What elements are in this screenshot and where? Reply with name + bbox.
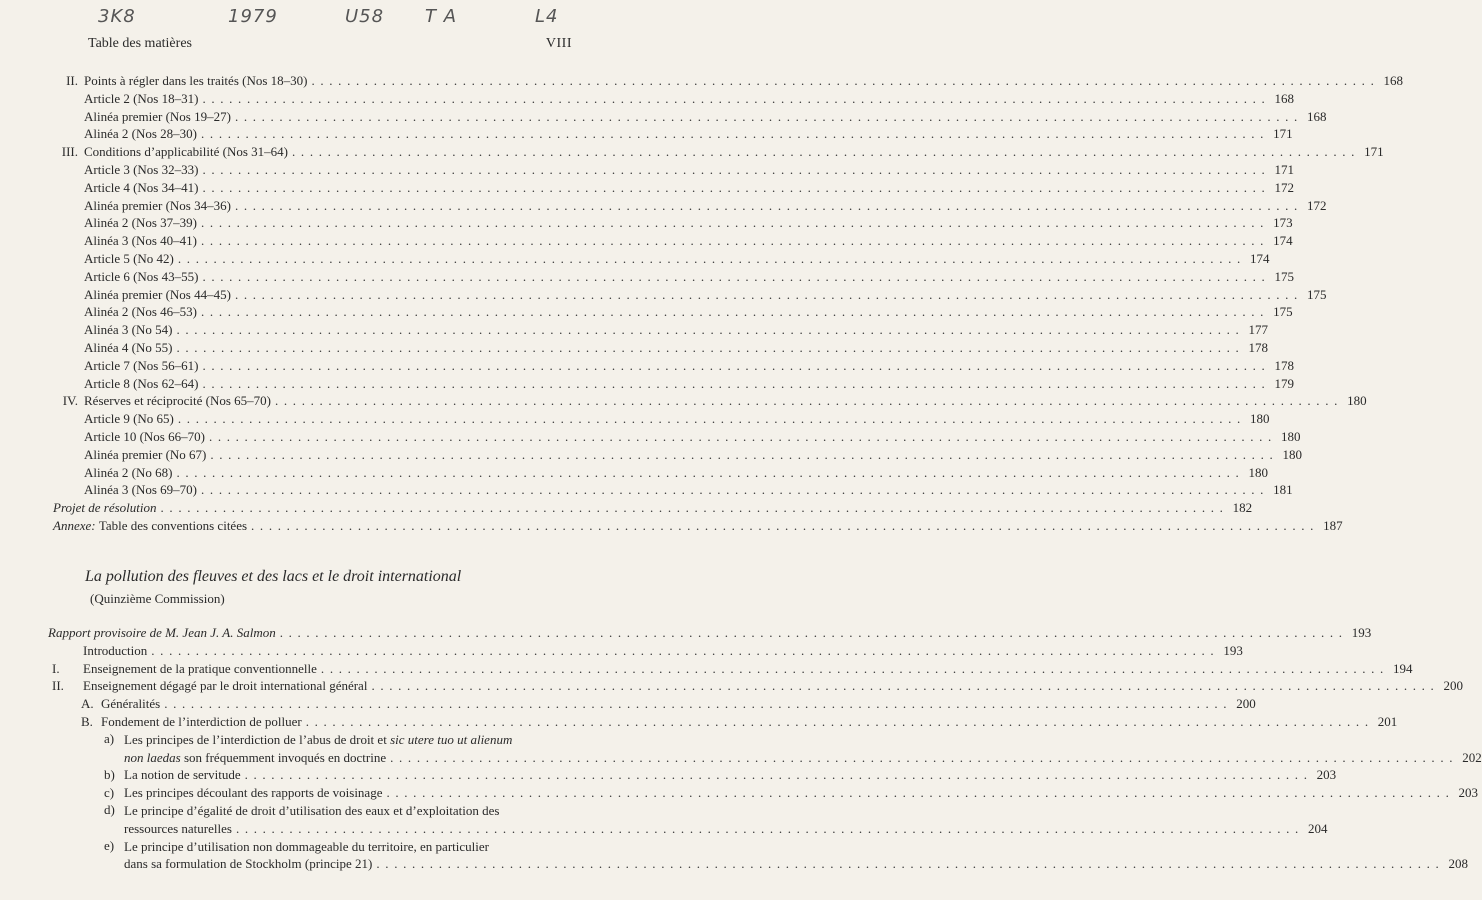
dot-leader: . . . . . . . . . . . . . . . . . . . . . . . . . . . . . . . . . . . . . . . . . . . . . . . . . . . . . . . . . . . . . . . . . . . . . . . . . . . . . . . . . . . . . . . . . . . . . . . . . . . . . . . . . . . . . . . . . . . . . . . . xyxy=(176,339,1241,355)
entry-title-line: Les principes de l’interdiction de l’abus de droit et sic utere tuo ut alienum xyxy=(124,731,513,747)
page-number: 180 xyxy=(1282,446,1302,462)
entry-title: Alinéa 2 (Nos 37–39) xyxy=(84,215,198,231)
dot-leader: . . . . . . . . . . . . . . . . . . . . . . . . . . . . . . . . . . . . . . . . . . . . . . . . . . . . . . . . . . . . . . . . . . . . . . . . . . . . . . . . . . . . . . . . . . . . . . . . . . . . . . . . . . . . . . . . . . . . . . . . xyxy=(305,713,1370,729)
entry-title: La notion de servitude xyxy=(124,767,241,783)
page-number: 168 xyxy=(1274,90,1295,106)
toc-entry xyxy=(48,392,1367,410)
dot-leader: . . . . . . . . . . . . . . . . . . . . . . . . . . . . . . . . . . . . . . . . . . . . . . . . . . . . . . . . . . . . . . . . . . . . . . . . . . . . . . . . . . . . . . . . . . . . . . . . . . . . . . . . . . . . . . . . . . . . . . . . xyxy=(210,446,1274,462)
toc-entry xyxy=(48,410,1270,428)
toc-entry xyxy=(48,642,1243,660)
entry-number: e) xyxy=(104,837,115,853)
entry-title: Alinéa 2 (No 68) xyxy=(84,464,173,480)
section-subtitle: (Quinzième Commission) xyxy=(90,591,225,606)
section-title: La pollution des fleuves et des lacs et le droit international xyxy=(85,568,462,585)
handwritten-note: 1979 xyxy=(228,6,278,27)
page-number: 178 xyxy=(1274,357,1295,373)
entry-title: Article 10 (Nos 66–70) xyxy=(84,428,205,444)
entry-title-line xyxy=(124,820,1328,838)
page-number: 179 xyxy=(1274,375,1295,391)
dot-leader: . . . . . . . . . . . . . . . . . . . . . . . . . . . . . . . . . . . . . . . . . . . . . . . . . . . . . . . . . . . . . . . . . . . . . . . . . . . . . . . . . . . . . . . . . . . . . . . . . . . . . . . . . . . . . . . . . . . . . . . . xyxy=(208,428,1273,444)
toc-entry xyxy=(48,90,1295,108)
dot-leader: . . . . . . . . . . . . . . . . . . . . . . . . . . . . . . . . . . . . . . . . . . . . . . . . . . . . . . . . . . . . . . . . . . . . . . . . . . . . . . . . . . . . . . . . . . . . . . . . . . . . . . . . . . . . . . . . . . . . . . . . xyxy=(311,73,1376,88)
entry-title: Points à régler dans les traités (Nos 18–30) xyxy=(84,73,308,88)
toc-entry xyxy=(48,517,1343,535)
page-number: 177 xyxy=(1248,322,1269,338)
dot-leader: . . . . . . . . . . . . . . . . . . . . . . . . . . . . . . . . . . . . . . . . . . . . . . . . . . . . . . . . . . . . . . . . . . . . . . . . . . . . . . . . . . . . . . . . . . . . . . . . . . . . . . . . . . . . . . . . . . . . . . . . xyxy=(386,785,1451,801)
dot-leader: . . . . . . . . . . . . . . . . . . . . . . . . . . . . . . . . . . . . . . . . . . . . . . . . . . . . . . . . . . . . . . . . . . . . . . . . . . . . . . . . . . . . . . . . . . . . . . . . . . . . . . . . . . . . . . . . . . . . . . . . xyxy=(160,500,1225,516)
entry-title-line: Le principe d’utilisation non dommageable du territoire, en particulier xyxy=(124,838,489,854)
toc-entry xyxy=(48,375,1295,393)
toc-entry xyxy=(48,303,1293,321)
page-number: 200 xyxy=(1443,678,1464,694)
entry-title: Article 3 (Nos 32–33) xyxy=(84,161,199,177)
entry-prefix: Annexe: xyxy=(53,517,99,533)
toc-entry xyxy=(48,695,1256,713)
dot-leader: . . . . . . . . . . . . . . . . . . . . . . . . . . . . . . . . . . . . . . . . . . . . . . . . . . . . . . . . . . . . . . . . . . . . . . . . . . . . . . . . . . . . . . . . . . . . . . . . . . . . . . . . . . . . . . . . . . . . . . . . xyxy=(176,322,1241,338)
dot-leader: . . . . . . . . . . . . . . . . . . . . . . . . . . . . . . . . . . . . . . . . . . . . . . . . . . . . . . . . . . . . . . . . . . . . . . . . . . . . . . . . . . . . . . . . . . . . . . . . . . . . . . . . . . . . . . . . . . . . . . . . xyxy=(201,126,1265,142)
handwritten-note: L4 xyxy=(535,6,559,27)
entry-title-line xyxy=(124,855,1468,873)
dot-leader: . . . . . . . . . . . . . . . . . . . . . . . . . . . . . . . . . . . . . . . . . . . . . . . . . . . . . . . . . . . . . . . . . . . . . . . . . . . . . . . . . . . . . . . . . . . . . . . . . . . . . . . . . . . . . . . . . . . . . . . . xyxy=(235,820,1300,836)
entry-title: Alinéa premier (Nos 34–36) xyxy=(84,197,231,213)
toc-entry xyxy=(48,837,1468,874)
dot-leader: . . . . . . . . . . . . . . . . . . . . . . . . . . . . . . . . . . . . . . . . . . . . . . . . . . . . . . . . . . . . . . . . . . . . . . . . . . . . . . . . . . . . . . . . . . . . . . . . . . . . . . . . . . . . . . . . . . . . . . . . xyxy=(244,767,1309,783)
entry-title: Alinéa premier (Nos 19–27) xyxy=(84,108,231,124)
dot-leader: . . . . . . . . . . . . . . . . . . . . . . . . . . . . . . . . . . . . . . . . . . . . . . . . . . . . . . . . . . . . . . . . . . . . . . . . . . . . . . . . . . . . . . . . . . . . . . . . . . . . . . . . . . . . . . . . . . . . . . . . xyxy=(201,304,1265,320)
toc-entry xyxy=(48,428,1301,446)
dot-leader: . . . . . . . . . . . . . . . . . . . . . . . . . . . . . . . . . . . . . . . . . . . . . . . . . . . . . . . . . . . . . . . . . . . . . . . . . . . . . . . . . . . . . . . . . . . . . . . . . . . . . . . . . . . . . . . . . . . . . . . . xyxy=(292,144,1356,160)
entry-title: Article 8 (Nos 62–64) xyxy=(84,375,199,391)
entry-title: Annexe: Table des conventions citées xyxy=(53,517,248,533)
page-number: 208 xyxy=(1448,856,1468,872)
toc-entry xyxy=(48,108,1327,126)
entry-number: c) xyxy=(104,785,115,801)
page-number: 193 xyxy=(1351,625,1372,640)
running-header xyxy=(80,36,572,54)
toc-entry xyxy=(48,464,1269,482)
dot-leader: . . . . . . . . . . . . . . . . . . . . . . . . . . . . . . . . . . . . . . . . . . . . . . . . . . . . . . . . . . . . . . . . . . . . . . . . . . . . . . . . . . . . . . . . . . . . . . . . . . . . . . . . . . . . . . . . . . . . . . . . xyxy=(376,856,1440,872)
dot-leader: . . . . . . . . . . . . . . . . . . . . . . . . . . . . . . . . . . . . . . . . . . . . . . . . . . . . . . . . . . . . . . . . . . . . . . . . . . . . . . . . . . . . . . . . . . . . . . . . . . . . . . . . . . . . . . . . . . . . . . . . xyxy=(320,660,1385,676)
dot-leader: . . . . . . . . . . . . . . . . . . . . . . . . . . . . . . . . . . . . . . . . . . . . . . . . . . . . . . . . . . . . . . . . . . . . . . . . . . . . . . . . . . . . . . . . . . . . . . . . . . . . . . . . . . . . . . . . . . . . . . . . xyxy=(202,179,1267,195)
dot-leader: . . . . . . . . . . . . . . . . . . . . . . . . . . . . . . . . . . . . . . . . . . . . . . . . . . . . . . . . . . . . . . . . . . . . . . . . . . . . . . . . . . . . . . . . . . . . . . . . . . . . . . . . . . . . . . . . . . . . . . . . xyxy=(201,482,1265,498)
entry-title: Alinéa 3 (Nos 40–41) xyxy=(84,233,198,249)
page-number: 168 xyxy=(1383,73,1404,88)
dot-leader: . . . . . . . . . . . . . . . . . . . . . . . . . . . . . . . . . . . . . . . . . . . . . . . . . . . . . . . . . . . . . . . . . . . . . . . . . . . . . . . . . . . . . . . . . . . . . . . . . . . . . . . . . . . . . . . . . . . . . . . . xyxy=(371,678,1436,694)
page-number: 201 xyxy=(1377,713,1398,729)
dot-leader: . . . . . . . . . . . . . . . . . . . . . . . . . . . . . . . . . . . . . . . . . . . . . . . . . . . . . . . . . . . . . . . . . . . . . . . . . . . . . . . . . . . . . . . . . . . . . . . . . . . . . . . . . . . . . . . . . . . . . . . . xyxy=(151,642,1215,658)
page-number: 194 xyxy=(1392,660,1413,676)
page-number: 180 xyxy=(1249,411,1270,427)
page-number: 171 xyxy=(1364,144,1384,160)
toc-entry xyxy=(48,125,1293,143)
entry-title: Rapport provisoire de M. Jean J. A. Salmon xyxy=(48,625,276,640)
entry-number: I. xyxy=(52,660,60,676)
toc-entry xyxy=(48,214,1293,232)
page-number: 203 xyxy=(1458,785,1479,801)
page-number: 202 xyxy=(1462,749,1482,765)
entry-title-line xyxy=(124,749,1482,767)
dot-leader: . . . . . . . . . . . . . . . . . . . . . . . . . . . . . . . . . . . . . . . . . . . . . . . . . . . . . . . . . . . . . . . . . . . . . . . . . . . . . . . . . . . . . . . . . . . . . . . . . . . . . . . . . . . . . . . . . . . . . . . . xyxy=(176,464,1241,480)
handwritten-note: U58 xyxy=(345,6,385,27)
toc-entry xyxy=(48,321,1269,339)
page-number: 172 xyxy=(1274,179,1295,195)
entry-number: III. xyxy=(61,144,78,160)
toc-entry xyxy=(48,357,1295,375)
page-number: 168 xyxy=(1307,108,1327,124)
entry-italic-phrase: non laedas xyxy=(124,749,181,765)
handwritten-note: T A xyxy=(425,6,458,27)
toc-entry xyxy=(48,677,1464,695)
entry-number: A. xyxy=(81,696,94,712)
toc-entry xyxy=(48,72,1404,90)
dot-leader: . . . . . . . . . . . . . . . . . . . . . . . . . . . . . . . . . . . . . . . . . . . . . . . . . . . . . . . . . . . . . . . . . . . . . . . . . . . . . . . . . . . . . . . . . . . . . . . . . . . . . . . . . . . . . . . . . . . . . . . . xyxy=(202,268,1267,284)
toc-entry xyxy=(48,660,1413,678)
page-number: 172 xyxy=(1307,197,1327,213)
entry-number: a) xyxy=(104,730,115,746)
dot-leader: . . . . . . . . . . . . . . . . . . . . . . . . . . . . . . . . . . . . . . . . . . . . . . . . . . . . . . . . . . . . . . . . . . . . . . . . . . . . . . . . . . . . . . . . . . . . . . . . . . . . . . . . . . . . . . . . . . . . . . . . xyxy=(202,375,1267,391)
entry-title: Réserves et réciprocité (Nos 65–70) xyxy=(84,393,271,409)
page-number: 174 xyxy=(1249,250,1270,266)
page-number: 182 xyxy=(1232,500,1253,516)
entry-title: Enseignement de la pratique conventionnelle xyxy=(83,660,317,676)
page-number: 171 xyxy=(1273,126,1293,142)
toc-entry xyxy=(48,713,1398,731)
entry-title: Alinéa 4 (No 55) xyxy=(84,339,173,355)
toc-entry xyxy=(48,624,1372,642)
toc-entry xyxy=(48,766,1337,784)
entry-number: II. xyxy=(66,73,78,88)
toc-entry xyxy=(48,446,1302,464)
page-number: 203 xyxy=(1316,767,1337,783)
toc-entry xyxy=(48,143,1384,161)
entry-number: IV. xyxy=(62,393,78,409)
entry-title: Conditions d’applicabilité (Nos 31–64) xyxy=(84,144,289,160)
entry-number: II. xyxy=(52,678,64,694)
page-number: 175 xyxy=(1274,268,1295,284)
entry-title: Alinéa premier (Nos 44–45) xyxy=(84,286,231,302)
entry-title: Article 9 (No 65) xyxy=(84,411,174,427)
entry-title: Enseignement dégagé par le droit international général xyxy=(83,678,368,694)
entry-title-continued: ressources naturelles xyxy=(124,820,232,836)
entry-title: Alinéa premier (No 67) xyxy=(84,446,207,462)
dot-leader: . . . . . . . . . . . . . . . . . . . . . . . . . . . . . . . . . . . . . . . . . . . . . . . . . . . . . . . . . . . . . . . . . . . . . . . . . . . . . . . . . . . . . . . . . . . . . . . . . . . . . . . . . . . . . . . . . . . . . . . . xyxy=(234,286,1299,302)
page-number: 204 xyxy=(1308,820,1328,836)
dot-leader: . . . . . . . . . . . . . . . . . . . . . . . . . . . . . . . . . . . . . . . . . . . . . . . . . . . . . . . . . . . . . . . . . . . . . . . . . . . . . . . . . . . . . . . . . . . . . . . . . . . . . . . . . . . . . . . . . . . . . . . . xyxy=(234,108,1299,124)
toc-entry xyxy=(48,286,1327,304)
dot-leader: . . . . . . . . . . . . . . . . . . . . . . . . . . . . . . . . . . . . . . . . . . . . . . . . . . . . . . . . . . . . . . . . . . . . . . . . . . . . . . . . . . . . . . . . . . . . . . . . . . . . . . . . . . . . . . . . . . . . . . . . xyxy=(177,411,1242,427)
header-page-roman: VIII xyxy=(545,36,572,51)
dot-leader: . . . . . . . . . . . . . . . . . . . . . . . . . . . . . . . . . . . . . . . . . . . . . . . . . . . . . . . . . . . . . . . . . . . . . . . . . . . . . . . . . . . . . . . . . . . . . . . . . . . . . . . . . . . . . . . . . . . . . . . . xyxy=(202,357,1267,373)
page-number: 173 xyxy=(1273,215,1293,231)
entry-title: Article 6 (Nos 43–55) xyxy=(84,268,199,284)
entry-number: d) xyxy=(104,801,115,817)
toc-entry xyxy=(48,730,1482,767)
dot-leader: . . . . . . . . . . . . . . . . . . . . . . . . . . . . . . . . . . . . . . . . . . . . . . . . . . . . . . . . . . . . . . . . . . . . . . . . . . . . . . . . . . . . . . . . . . . . . . . . . . . . . . . . . . . . . . . . . . . . . . . . xyxy=(390,749,1454,765)
entry-title: Alinéa 3 (No 54) xyxy=(84,322,173,338)
entry-title: Article 2 (Nos 18–31) xyxy=(84,90,199,106)
dot-leader: . . . . . . . . . . . . . . . . . . . . . . . . . . . . . . . . . . . . . . . . . . . . . . . . . . . . . . . . . . . . . . . . . . . . . . . . . . . . . . . . . . . . . . . . . . . . . . . . . . . . . . . . . . . . . . . . . . . . . . . . xyxy=(202,161,1267,177)
toc-entry xyxy=(48,161,1295,179)
page-number: 171 xyxy=(1274,161,1295,177)
page-number: 193 xyxy=(1223,642,1243,658)
dot-leader: . . . . . . . . . . . . . . . . . . . . . . . . . . . . . . . . . . . . . . . . . . . . . . . . . . . . . . . . . . . . . . . . . . . . . . . . . . . . . . . . . . . . . . . . . . . . . . . . . . . . . . . . . . . . . . . . . . . . . . . . xyxy=(234,197,1299,213)
entry-number: B. xyxy=(81,713,93,729)
toc-entry xyxy=(48,250,1270,268)
page-number: 175 xyxy=(1307,286,1327,302)
entry-title: Généralités xyxy=(101,696,161,712)
entry-title: Les principes découlant des rapports de voisinage xyxy=(124,785,383,801)
entry-title: Alinéa 3 (Nos 69–70) xyxy=(84,482,198,498)
toc-entry xyxy=(48,232,1293,250)
dot-leader: . . . . . . . . . . . . . . . . . . . . . . . . . . . . . . . . . . . . . . . . . . . . . . . . . . . . . . . . . . . . . . . . . . . . . . . . . . . . . . . . . . . . . . . . . . . . . . . . . . . . . . . . . . . . . . . . . . . . . . . . xyxy=(251,517,1315,533)
entry-title-line: Le principe d’égalité de droit d’utilisation des eaux et d’exploitation des xyxy=(124,802,500,818)
entry-title: Article 5 (No 42) xyxy=(84,250,174,266)
toc-entry xyxy=(48,499,1253,517)
toc-entry xyxy=(48,339,1269,357)
toc-entry xyxy=(48,179,1295,197)
entry-title: Alinéa 2 (Nos 46–53) xyxy=(84,304,198,320)
toc-section-two xyxy=(48,624,1482,873)
page-number: 175 xyxy=(1273,304,1293,320)
dot-leader: . . . . . . . . . . . . . . . . . . . . . . . . . . . . . . . . . . . . . . . . . . . . . . . . . . . . . . . . . . . . . . . . . . . . . . . . . . . . . . . . . . . . . . . . . . . . . . . . . . . . . . . . . . . . . . . . . . . . . . . . xyxy=(202,90,1267,106)
page-number: 178 xyxy=(1248,339,1269,355)
toc-entry xyxy=(48,784,1479,802)
entry-title: Alinéa 2 (Nos 28–30) xyxy=(84,126,198,142)
page-number: 180 xyxy=(1281,428,1301,444)
dot-leader: . . . . . . . . . . . . . . . . . . . . . . . . . . . . . . . . . . . . . . . . . . . . . . . . . . . . . . . . . . . . . . . . . . . . . . . . . . . . . . . . . . . . . . . . . . . . . . . . . . . . . . . . . . . . . . . . . . . . . . . . xyxy=(275,393,1339,409)
page-number: 180 xyxy=(1347,393,1367,409)
handwritten-note: 3K8 xyxy=(98,6,136,27)
handwritten-annotations xyxy=(0,6,598,34)
toc-section-one xyxy=(48,72,1404,535)
entry-title: Projet de résolution xyxy=(53,500,157,516)
dot-leader: . . . . . . . . . . . . . . . . . . . . . . . . . . . . . . . . . . . . . . . . . . . . . . . . . . . . . . . . . . . . . . . . . . . . . . . . . . . . . . . . . . . . . . . . . . . . . . . . . . . . . . . . . . . . . . . . . . . . . . . . xyxy=(201,233,1265,249)
entry-title-continued: non laedas son fréquemment invoqués en doctrine xyxy=(124,749,387,765)
page-number: 180 xyxy=(1248,464,1269,480)
page-number: 187 xyxy=(1323,517,1343,533)
toc-entry xyxy=(48,197,1327,215)
page-number: 174 xyxy=(1273,233,1293,249)
dot-leader: . . . . . . . . . . . . . . . . . . . . . . . . . . . . . . . . . . . . . . . . . . . . . . . . . . . . . . . . . . . . . . . . . . . . . . . . . . . . . . . . . . . . . . . . . . . . . . . . . . . . . . . . . . . . . . . . . . . . . . . . xyxy=(279,625,1344,640)
header-title: Table des matières xyxy=(88,36,192,51)
entry-title: Fondement de l’interdiction de polluer xyxy=(101,713,302,729)
toc-entry xyxy=(48,268,1295,286)
page-number: 181 xyxy=(1273,482,1293,498)
toc-entry xyxy=(48,801,1328,838)
toc-entry xyxy=(48,481,1293,499)
entry-title: Introduction xyxy=(83,642,148,658)
page-number: 200 xyxy=(1236,696,1256,712)
entry-title: Article 4 (Nos 34–41) xyxy=(84,179,199,195)
entry-number: b) xyxy=(104,767,115,783)
dot-leader: . . . . . . . . . . . . . . . . . . . . . . . . . . . . . . . . . . . . . . . . . . . . . . . . . . . . . . . . . . . . . . . . . . . . . . . . . . . . . . . . . . . . . . . . . . . . . . . . . . . . . . . . . . . . . . . . . . . . . . . . xyxy=(201,215,1265,231)
dot-leader: . . . . . . . . . . . . . . . . . . . . . . . . . . . . . . . . . . . . . . . . . . . . . . . . . . . . . . . . . . . . . . . . . . . . . . . . . . . . . . . . . . . . . . . . . . . . . . . . . . . . . . . . . . . . . . . . . . . . . . . . xyxy=(177,250,1242,266)
entry-italic-phrase: sic utere tuo ut alienum xyxy=(390,731,513,747)
dot-leader: . . . . . . . . . . . . . . . . . . . . . . . . . . . . . . . . . . . . . . . . . . . . . . . . . . . . . . . . . . . . . . . . . . . . . . . . . . . . . . . . . . . . . . . . . . . . . . . . . . . . . . . . . . . . . . . . . . . . . . . . xyxy=(164,696,1228,712)
entry-title-continued: dans sa formulation de Stockholm (principe 21) xyxy=(124,856,373,872)
entry-title: Article 7 (Nos 56–61) xyxy=(84,357,199,373)
